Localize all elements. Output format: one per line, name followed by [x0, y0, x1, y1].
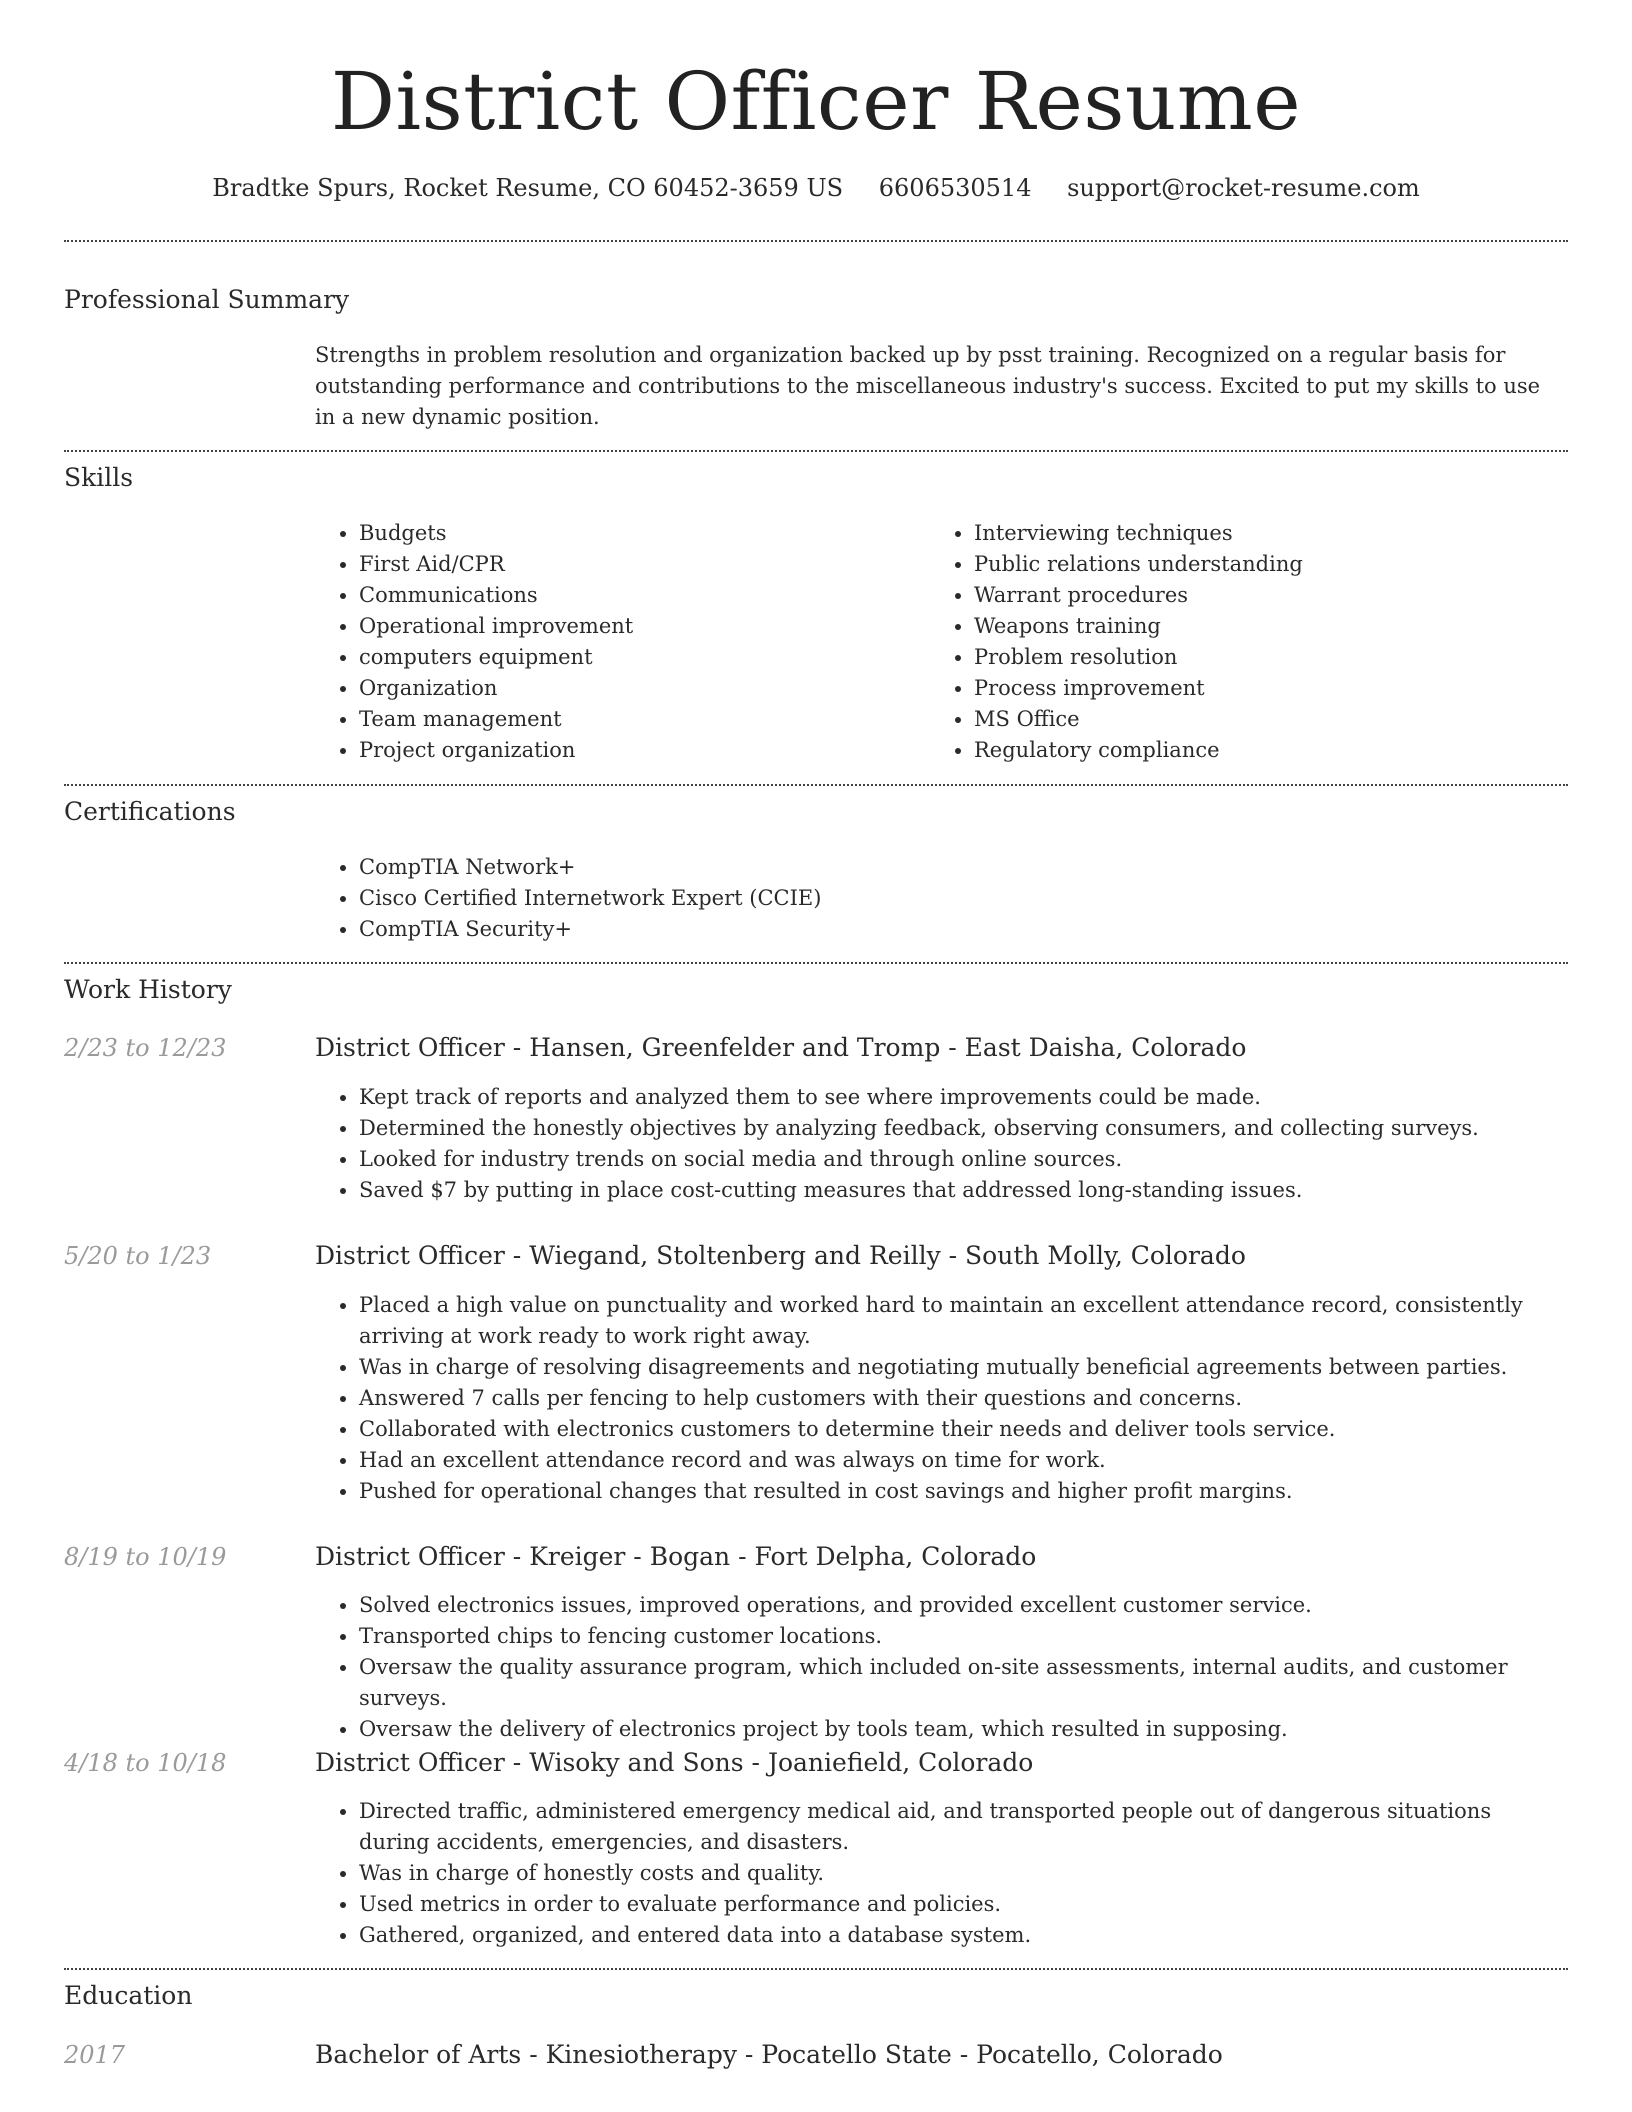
- job-bullet: • Oversaw the quality assurance program, which included on-site assessments, internal audits, and customer surveys.: [359, 1652, 1565, 1714]
- divider: [64, 1968, 1568, 1970]
- section-heading-certifications: Certifications: [64, 797, 236, 826]
- job-bullet: • Solved electronics issues, improved operations, and provided excellent customer service.: [359, 1590, 1565, 1621]
- job-bullet: • Was in charge of honestly costs and quality.: [359, 1858, 1565, 1889]
- divider: [64, 450, 1568, 452]
- job-bullets: [315, 1082, 1565, 1206]
- certification-item: • CompTIA Network+: [359, 852, 1565, 883]
- job-bullet: • Gathered, organized, and entered data into a database system.: [359, 1920, 1565, 1951]
- job-bullet: • Had an excellent attendance record and was always on time for work.: [359, 1445, 1565, 1476]
- education-title: Bachelor of Arts - Kinesiotherapy - Pocatello State - Pocatello, Colorado: [315, 2040, 1223, 2069]
- divider: [64, 784, 1568, 786]
- job-dates: 4/18 to 10/18: [64, 1749, 227, 1777]
- skill-item: • Process improvement: [974, 673, 1530, 704]
- job-title: District Officer - Kreiger - Bogan - Fort Delpha, Colorado: [315, 1542, 1037, 1571]
- certification-item: • CompTIA Security+: [359, 914, 1565, 945]
- skills-list-right: [930, 518, 1530, 766]
- section-heading-education: Education: [64, 1981, 193, 2010]
- section-heading-summary: Professional Summary: [64, 285, 350, 314]
- job-bullet: • Answered 7 calls per fencing to help customers with their questions and concerns.: [359, 1383, 1565, 1414]
- job-title: District Officer - Hansen, Greenfelder and Tromp - East Daisha, Colorado: [315, 1033, 1247, 1062]
- skill-item: • Interviewing techniques: [974, 518, 1530, 549]
- job-dates: 2/23 to 12/23: [64, 1034, 227, 1062]
- skill-item: • Warrant procedures: [974, 580, 1530, 611]
- summary-text: Strengths in problem resolution and organization backed up by psst training. Recognized on a regular basis for outstanding performance and contributions to the miscellaneous industry's success. Excited to put my skills to use in a new dynamic position.: [315, 343, 1541, 429]
- certification-item: • Cisco Certified Internetwork Expert (CCIE): [359, 883, 1565, 914]
- job-bullet: • Saved $7 by putting in place cost-cutting measures that addressed long-standing issues.: [359, 1175, 1565, 1206]
- skill-item: • Project organization: [359, 735, 915, 766]
- phone: 6606530514: [878, 174, 1032, 202]
- job-bullet: • Looked for industry trends on social media and through online sources.: [359, 1144, 1565, 1175]
- certifications-list: [315, 852, 1565, 945]
- skills-list-left: [315, 518, 915, 766]
- skill-item: • Communications: [359, 580, 915, 611]
- section-heading-skills: Skills: [64, 463, 134, 492]
- job-title: District Officer - Wiegand, Stoltenberg and Reilly - South Molly, Colorado: [315, 1241, 1246, 1270]
- job-bullet: • Collaborated with electronics customers to determine their needs and deliver tools service.: [359, 1414, 1565, 1445]
- job-bullet: • Used metrics in order to evaluate performance and policies.: [359, 1889, 1565, 1920]
- job-bullet: • Pushed for operational changes that resulted in cost savings and higher profit margins.: [359, 1476, 1565, 1507]
- skill-item: • Regulatory compliance: [974, 735, 1530, 766]
- skill-item: • MS Office: [974, 704, 1530, 735]
- contact-line: [0, 170, 1632, 206]
- skill-item: • Weapons training: [974, 611, 1530, 642]
- job-bullet: • Oversaw the delivery of electronics project by tools team, which resulted in supposing.: [359, 1714, 1565, 1745]
- job-bullet: • Kept track of reports and analyzed them to see where improvements could be made.: [359, 1082, 1565, 1113]
- email: support@rocket-resume.com: [1067, 174, 1420, 202]
- resume-title: District Officer Resume: [330, 55, 1302, 148]
- skill-item: • Budgets: [359, 518, 915, 549]
- job-dates: 5/20 to 1/23: [64, 1242, 212, 1270]
- skill-item: • Team management: [359, 704, 915, 735]
- divider: [64, 962, 1568, 964]
- skill-item: • Organization: [359, 673, 915, 704]
- job-bullets: [315, 1796, 1565, 1951]
- skill-item: • Public relations understanding: [974, 549, 1530, 580]
- job-bullet: • Placed a high value on punctuality and worked hard to maintain an excellent attendance record, consistently arriving at work ready to work right away.: [359, 1290, 1565, 1352]
- job-dates: 8/19 to 10/19: [64, 1543, 227, 1571]
- job-bullets: [315, 1590, 1565, 1745]
- job-bullet: • Was in charge of resolving disagreements and negotiating mutually beneficial agreements between parties.: [359, 1352, 1565, 1383]
- job-bullet: • Directed traffic, administered emergency medical aid, and transported people out of dangerous situations during accidents, emergencies, and disasters.: [359, 1796, 1565, 1858]
- job-title: District Officer - Wisoky and Sons - Joaniefield, Colorado: [315, 1748, 1034, 1777]
- skill-item: • Operational improvement: [359, 611, 915, 642]
- address: Bradtke Spurs, Rocket Resume, CO 60452-3659 US: [212, 174, 844, 202]
- skill-item: • Problem resolution: [974, 642, 1530, 673]
- skill-item: • computers equipment: [359, 642, 915, 673]
- skill-item: • First Aid/CPR: [359, 549, 915, 580]
- education-year: 2017: [64, 2041, 126, 2069]
- job-bullet: • Determined the honestly objectives by analyzing feedback, observing consumers, and collecting surveys.: [359, 1113, 1565, 1144]
- section-heading-work: Work History: [64, 975, 232, 1004]
- job-bullets: [315, 1290, 1565, 1507]
- job-bullet: • Transported chips to fencing customer locations.: [359, 1621, 1565, 1652]
- divider: [64, 240, 1568, 242]
